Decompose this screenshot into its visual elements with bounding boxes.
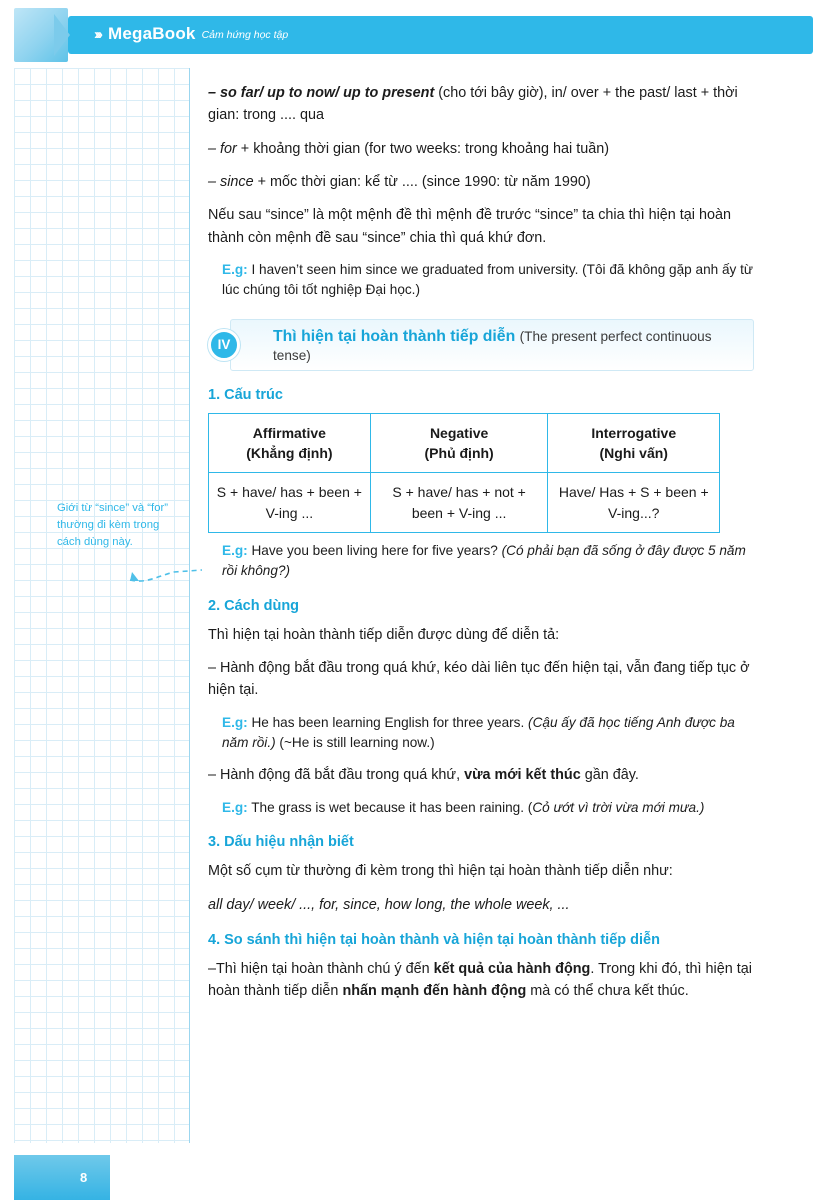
- header-en: Negative: [429, 424, 489, 441]
- usage-example-2: [208, 798, 754, 818]
- margin-note-arrow-icon: [128, 566, 206, 586]
- structure-example: [208, 541, 754, 582]
- intro-paragraph: Nếu sau “since” là một mệnh đề thì mệnh đề trước “since” ta chia thì hiện tại hoàn thành còn mệnh đề sau “since” chia thì quá khứ đơn.: [208, 207, 732, 246]
- table-header-affirmative: [209, 413, 371, 473]
- example-tag: E.g:: [222, 714, 248, 730]
- signal-lead: Một số cụm từ thường đi kèm trong thì hiện tại hoàn thành tiếp diễn như:: [208, 863, 673, 880]
- header-en: Affirmative: [252, 424, 326, 441]
- usage-lead: Thì hiện tại hoàn thành tiếp diễn được dùng để diễn tả:: [208, 626, 560, 643]
- usage-bullet-2-post: gần đây.: [580, 767, 639, 784]
- brand-slogan: Cảm hứng học tập: [201, 29, 289, 41]
- cell-interrogative: Have/ Has + S + been + V-ing...?: [548, 473, 720, 533]
- table-row: [209, 473, 720, 533]
- example-tag: E.g:: [222, 542, 248, 558]
- bullet-so-far: [208, 82, 754, 127]
- comparison-bold-1: kết quả của hành động: [433, 960, 591, 977]
- brand-name: MegaBook: [108, 24, 196, 43]
- table-header-negative: [370, 413, 548, 473]
- example-en: Have you been living here for five years?: [251, 542, 498, 558]
- header-vi: (Phủ định): [424, 445, 494, 462]
- usage-bullet-2: [208, 764, 754, 786]
- example-tag: E.g:: [222, 799, 248, 815]
- comparison-pre: –Thì hiện tại hoàn thành chú ý đến: [208, 960, 434, 977]
- section-title: [273, 327, 741, 366]
- heading-cau-truc: 1. Cấu trúc: [208, 386, 283, 403]
- bullet-for-rest: + khoảng thời gian (for two weeks: trong khoảng hai tuần): [236, 140, 610, 157]
- bullet-for-lead: – for: [208, 140, 237, 157]
- structure-table: [208, 413, 720, 533]
- heading-cach-dung: 2. Cách dùng: [208, 597, 300, 614]
- section-banner: [208, 319, 754, 371]
- bullet-so-far-rest: (cho tới bây giờ), in/ over + the past/ last + thời gian: trong .... qua: [208, 85, 738, 124]
- example-extra: (~He is still learning now.): [279, 735, 435, 751]
- intro-example: [208, 260, 754, 301]
- example-tag: E.g:: [222, 261, 248, 277]
- header-vi: (Nghi vấn): [599, 445, 668, 462]
- table-header-interrogative: [548, 413, 720, 473]
- example-en: He has been learning English for three years.: [251, 714, 525, 730]
- section-title-en: (The present perfect continuous tense): [273, 328, 712, 364]
- chevrons-icon: ›››: [94, 26, 100, 43]
- section-roman-badge: IV: [208, 329, 240, 361]
- signal-phrases: all day/ week/ ..., for, since, how long, the whole week, ...: [208, 896, 570, 913]
- header-vi: (Khẳng định): [246, 445, 333, 462]
- comparison-paragraph: [208, 958, 754, 1003]
- footer-tab: [14, 1155, 110, 1200]
- usage-example-1: [208, 713, 754, 754]
- table-header-row: [209, 413, 720, 473]
- example-vi: (Có phải bạn đã sống ở đây được 5 năm rồi không?): [222, 542, 746, 579]
- section-banner-box: [230, 319, 754, 371]
- corner-decoration: [14, 8, 68, 62]
- comparison-bold-2: nhấn mạnh đến hành động: [342, 983, 527, 1000]
- heading-dau-hieu: 3. Dấu hiệu nhận biết: [208, 834, 354, 851]
- cell-affirmative: S + have/ has + been + V-ing ...: [209, 473, 371, 533]
- comparison-post: mà có thể chưa kết thúc.: [526, 983, 689, 1000]
- header-en: Interrogative: [591, 424, 677, 441]
- usage-bullet-1: – Hành động bắt đầu trong quá khứ, kéo dài liên tục đến hiện tại, vẫn đang tiếp tục ở hiện tại.: [208, 660, 750, 699]
- section-title-vi: Thì hiện tại hoàn thành tiếp diễn: [273, 327, 516, 345]
- page-content: [208, 82, 754, 1014]
- page-header-bar: [68, 16, 813, 54]
- usage-bullet-2-bold: vừa mới kết thúc: [464, 767, 581, 784]
- example-en: The grass is wet because it has been raining. (: [251, 799, 533, 815]
- bullet-since-lead: – since: [208, 173, 254, 190]
- usage-bullet-2-pre: – Hành động đã bắt đầu trong quá khứ,: [208, 767, 465, 784]
- bullet-so-far-lead: – so far/ up to now/ up to present: [208, 85, 435, 101]
- example-vi: (Cậu ấy đã học tiếng Anh được ba năm rồi.): [222, 714, 735, 751]
- bullet-since-rest: + mốc thời gian: kể từ .... (since 1990: từ năm 1990): [253, 173, 591, 190]
- example-text: I haven’t seen him since we graduated from university. (Tôi đã không gặp anh ấy từ lúc chúng tôi tốt nghiệp Đại học.): [222, 261, 753, 298]
- cell-negative: S + have/ has + not + been + V-ing ...: [370, 473, 548, 533]
- grid-paper-margin: [14, 68, 190, 1143]
- heading-so-sanh: 4. So sánh thì hiện tại hoàn thành và hiện tại hoàn thành tiếp diễn: [208, 931, 660, 948]
- page-number: 8: [80, 1170, 88, 1185]
- comparison-mid: . Trong khi đó, thì hiện tại hoàn thành tiếp diễn: [208, 960, 752, 1000]
- brand-logo: [94, 24, 288, 44]
- bullet-since: [208, 171, 754, 193]
- example-vi: Cỏ ướt vì trời vừa mới mưa.): [532, 799, 705, 815]
- bullet-for: [208, 138, 754, 160]
- margin-note: Giới từ “since” và “for” thường đi kèm trong cách dùng này.: [57, 502, 169, 548]
